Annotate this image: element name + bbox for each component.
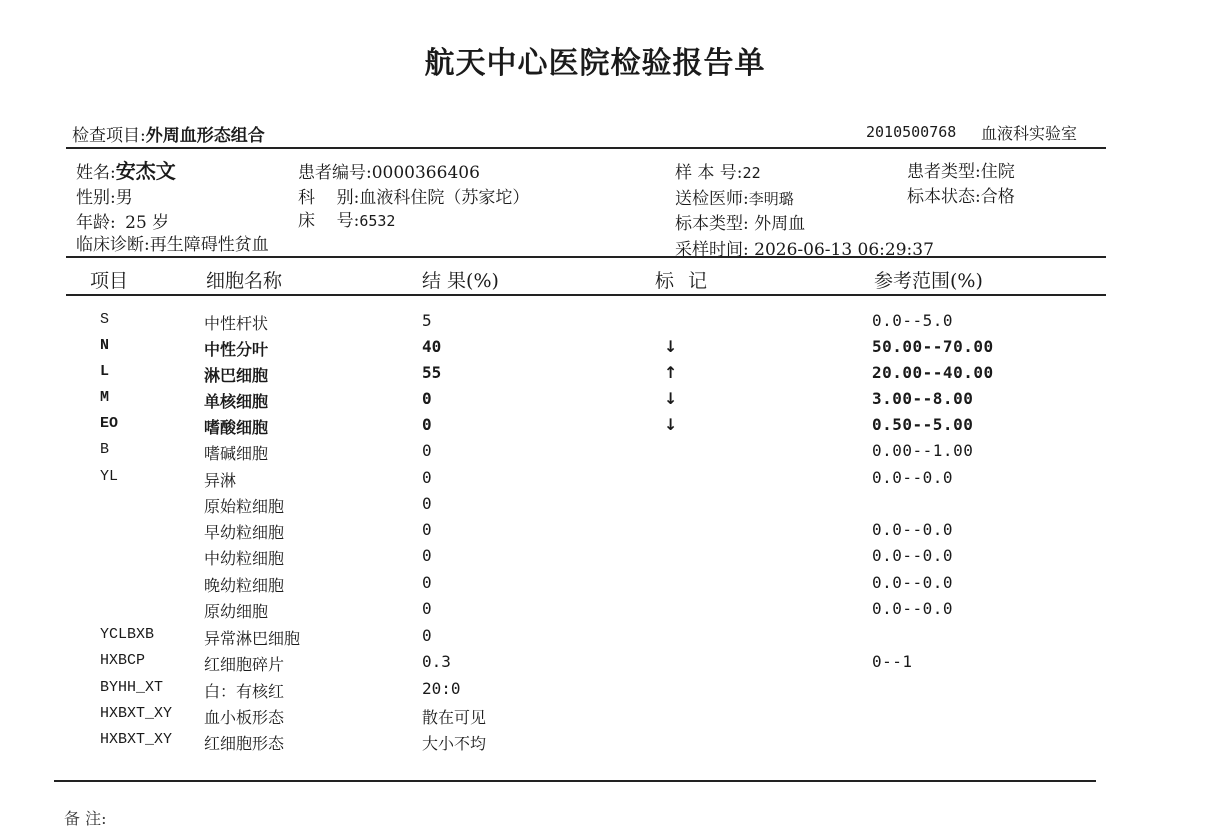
table-row <box>0 679 1224 705</box>
row-reference: 0--1 <box>872 652 913 671</box>
row-cell-name: 中幼粒细胞 <box>204 549 285 568</box>
row-code: YCLBXB <box>100 626 155 643</box>
row-result: 散在可见 <box>422 708 487 727</box>
lab-name: 血液科实验室 <box>981 124 1078 143</box>
row-code: N <box>100 337 110 354</box>
patient-name: 安杰文 <box>115 159 176 183</box>
table-row <box>0 415 1224 441</box>
department-label: 科 别: <box>298 188 360 208</box>
row-flag: ↓ <box>664 389 678 408</box>
exam-line <box>72 121 265 146</box>
row-result: 0 <box>422 573 432 592</box>
row-result: 0 <box>422 599 432 618</box>
table-row <box>0 546 1224 572</box>
row-cell-name: 异淋 <box>204 471 237 490</box>
sample-number-line <box>675 158 761 183</box>
row-reference: 0.0--0.0 <box>872 520 954 539</box>
divider-info <box>66 256 1106 258</box>
row-reference: 0.0--0.0 <box>872 468 954 487</box>
row-cell-name: 白：有核红 <box>204 682 285 701</box>
table-row <box>0 705 1224 731</box>
row-cell-name: 血小板形态 <box>204 708 285 727</box>
header-item: 项目 <box>90 270 129 292</box>
table-row <box>0 363 1224 389</box>
row-result: 0 <box>422 468 432 487</box>
row-reference: 0.0--0.0 <box>872 573 954 592</box>
row-cell-name: 中性杆状 <box>204 314 269 333</box>
doctor-name: 李明璐 <box>748 190 794 208</box>
sampling-time: 采样时间: 2026-06-13 06:29:37 <box>675 240 934 260</box>
row-reference: 0.0--0.0 <box>872 546 954 565</box>
clinical-diagnosis: 临床诊断:再生障碍性贫血 <box>76 235 269 255</box>
bed-label: 床 号: <box>298 211 360 231</box>
row-result: 0 <box>422 626 432 645</box>
row-result: 5 <box>422 311 432 330</box>
divider-header <box>66 294 1106 296</box>
row-result: 0 <box>422 415 432 434</box>
table-row <box>0 441 1224 467</box>
row-result: 20:0 <box>422 679 461 698</box>
row-code: HXBXT_XY <box>100 705 173 722</box>
row-result: 0.3 <box>422 652 451 671</box>
row-code: EO <box>100 415 119 432</box>
name-label: 姓名: <box>76 163 116 183</box>
table-row <box>0 731 1224 757</box>
row-result: 大小不均 <box>422 734 487 753</box>
row-result: 0 <box>422 520 432 539</box>
row-cell-name: 原幼细胞 <box>204 602 269 621</box>
row-result: 0 <box>422 546 432 565</box>
row-result: 0 <box>422 494 432 513</box>
bed-line <box>298 206 395 231</box>
row-cell-name: 单核细胞 <box>204 392 269 411</box>
row-reference: 0.0--0.0 <box>872 599 954 618</box>
table-row <box>0 468 1224 494</box>
row-reference: 3.00--8.00 <box>872 389 974 408</box>
row-cell-name: 嗜碱细胞 <box>204 444 269 463</box>
department-line <box>298 183 529 208</box>
row-cell-name: 红细胞碎片 <box>204 655 285 674</box>
sample-type: 标本类型: 外周血 <box>675 214 806 234</box>
table-row <box>0 494 1224 520</box>
table-row <box>0 573 1224 599</box>
divider-top <box>66 147 1106 149</box>
row-code: B <box>100 441 110 458</box>
bed-number: 6532 <box>359 212 396 230</box>
row-code: L <box>100 363 110 380</box>
row-result: 55 <box>422 363 442 382</box>
row-cell-name: 早幼粒细胞 <box>204 523 285 542</box>
row-result: 0 <box>422 441 432 460</box>
row-reference: 20.00--40.00 <box>872 363 994 382</box>
row-cell-name: 原始粒细胞 <box>204 497 285 516</box>
sample-number: 22 <box>742 164 761 182</box>
row-flag: ↑ <box>664 363 678 382</box>
row-code: M <box>100 389 110 406</box>
table-row <box>0 389 1224 415</box>
row-cell-name: 异常淋巴细胞 <box>204 629 301 648</box>
department: 血液科住院（苏家坨） <box>359 188 530 208</box>
remarks-label-cutoff: 备 注: <box>64 809 107 828</box>
row-code: S <box>100 311 110 328</box>
exam-label: 检查项目: <box>72 126 146 146</box>
row-cell-name: 中性分叶 <box>204 340 269 359</box>
table-row <box>0 311 1224 337</box>
patient-age: 25 岁 <box>125 213 170 233</box>
doctor-line <box>675 184 794 209</box>
row-code: YL <box>100 468 119 485</box>
row-cell-name: 嗜酸细胞 <box>204 418 269 437</box>
row-flag: ↓ <box>664 415 678 434</box>
sample-number-label: 样 本 号: <box>675 163 743 183</box>
row-cell-name: 晚幼粒细胞 <box>204 576 285 595</box>
doctor-label: 送检医师: <box>675 189 749 209</box>
sample-state: 标本状态:合格 <box>907 187 1015 207</box>
row-reference: 0.00--1.00 <box>872 441 974 460</box>
row-reference: 0.0--5.0 <box>872 311 954 330</box>
table-row <box>0 652 1224 678</box>
table-row <box>0 337 1224 363</box>
row-code: HXBXT_XY <box>100 731 173 748</box>
header-mark: 标 记 <box>655 270 712 292</box>
row-cell-name: 红细胞形态 <box>204 734 285 753</box>
row-cell-name: 淋巴细胞 <box>204 366 269 385</box>
divider-bottom <box>54 780 1096 782</box>
row-flag: ↓ <box>664 337 678 356</box>
age-label: 年龄: <box>76 213 116 233</box>
header-cell-name: 细胞名称 <box>206 270 283 292</box>
patient-type: 患者类型:住院 <box>907 162 1015 182</box>
patient-number: 患者编号:0000366406 <box>298 163 480 183</box>
patient-gender: 性别:男 <box>76 188 133 208</box>
report-number: 2010500768 <box>866 123 957 141</box>
row-reference: 0.50--5.00 <box>872 415 974 434</box>
table-row <box>0 599 1224 625</box>
header-result: 结 果(%) <box>422 270 499 292</box>
table-row <box>0 626 1224 652</box>
row-code: BYHH_XT <box>100 679 164 696</box>
row-result: 40 <box>422 337 442 356</box>
row-result: 0 <box>422 389 432 408</box>
row-reference: 50.00--70.00 <box>872 337 994 356</box>
exam-value: 外周血形态组合 <box>145 126 265 146</box>
report-title: 航天中心医院检验报告单 <box>424 46 766 81</box>
patient-name-line <box>76 155 176 184</box>
row-code: HXBCP <box>100 652 146 669</box>
table-row <box>0 520 1224 546</box>
header-reference: 参考范围(%) <box>874 270 983 292</box>
